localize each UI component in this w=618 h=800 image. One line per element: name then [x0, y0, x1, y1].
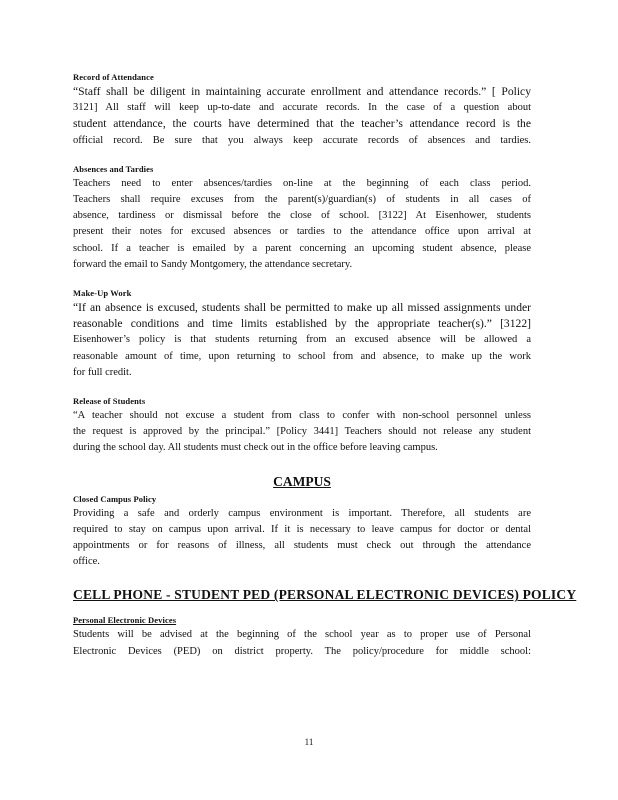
paragraph-line: “If an absence is excused, students shall be permitted to make up all missed assignments under: [73, 301, 531, 315]
paragraph-line: official record. Be sure that you always keep accurate records of absences and tardies.: [73, 134, 531, 146]
release-of-students-paragraph: [73, 408, 531, 457]
paragraph-line: Teachers need to enter absences/tardies on-line at the beginning of each class period.: [73, 177, 531, 189]
record-of-attendance-paragraph: [73, 84, 531, 149]
paragraph-line: appointments or for reasons of illness, all students must check out through the attendance: [73, 540, 531, 552]
closed-campus-paragraph: [73, 506, 531, 571]
paragraph-line: the request is approved by the principal.” [Policy 3441] Teachers should not release any student: [73, 426, 531, 438]
paragraph-line: present their notes for excused absences or tardies to the attendance office upon arrival at: [73, 226, 531, 238]
paragraph-line: “A teacher should not excuse a student from class to confer with non-school personnel unless: [73, 410, 531, 422]
paragraph-line: 3121] All staff will keep up-to-date and accurate records. In the case of a question about: [73, 102, 531, 114]
paragraph-line: reasonable amount of time, upon returning to school from and absence, to make up the work: [73, 350, 531, 362]
paragraph-line: Students will be advised at the beginning of the school year as to proper use of Personal: [73, 629, 531, 641]
paragraph-line: forward the email to Sandy Montgomery, the attendance secretary.: [73, 258, 353, 270]
page-number: 11: [304, 737, 314, 747]
paragraph-line: for full credit.: [73, 366, 132, 378]
make-up-work-paragraph: [73, 300, 531, 381]
paragraph-line: office.: [73, 556, 100, 568]
paragraph-line: absence, tardiness or dismissal before the close of school. [3122] At Eisenhower, students: [73, 210, 531, 222]
campus-section-title: CAMPUS: [273, 473, 331, 489]
paragraph-line: during the school day. All students must check out in the office before leaving campus.: [73, 442, 438, 454]
make-up-work-heading: Make-Up Work: [73, 288, 132, 299]
closed-campus-policy-heading: Closed Campus Policy: [73, 493, 157, 504]
paragraph-line: Electronic Devices (PED) on district property. The policy/procedure for middle school:: [73, 645, 531, 657]
absences-and-tardies-paragraph: [73, 176, 531, 273]
paragraph-line: student attendance, the courts have determined that the teacher’s attendance record is the: [73, 117, 531, 131]
paragraph-line: required to stay on campus upon arrival. If it is necessary to leave campus for doctor or dental: [73, 523, 531, 535]
paragraph-line: school. If a teacher is emailed by a parent concerning an upcoming student absence, please: [73, 242, 531, 254]
personal-electronic-devices-heading: Personal Electronic Devices: [73, 615, 177, 626]
page-content: [73, 72, 577, 660]
paragraph-line: Providing a safe and orderly campus environment is important. Therefore, all students are: [73, 507, 531, 519]
personal-electronic-devices-paragraph: [73, 627, 531, 659]
cell-phone-policy-section-title: CELL PHONE - STUDENT PED (PERSONAL ELECTRONIC DEVICES) POLICY: [73, 587, 577, 603]
absences-and-tardies-heading: Absences and Tardies: [73, 163, 154, 174]
paragraph-line: “Staff shall be diligent in maintaining accurate enrollment and attendance records.” [ Policy: [73, 85, 531, 98]
paragraph-line: reasonable conditions and time limits established by the appropriate teacher(s).” [3122]: [73, 317, 531, 331]
paragraph-line: Teachers shall require excuses from the parent(s)/guardian(s) of students in all cases of: [73, 194, 531, 206]
paragraph-line: Eisenhower’s policy is that students returning from an excused absence will be allowed a: [73, 334, 531, 346]
release-of-students-heading: Release of Students: [73, 396, 146, 407]
record-of-attendance-heading: Record of Attendance: [73, 72, 154, 82]
